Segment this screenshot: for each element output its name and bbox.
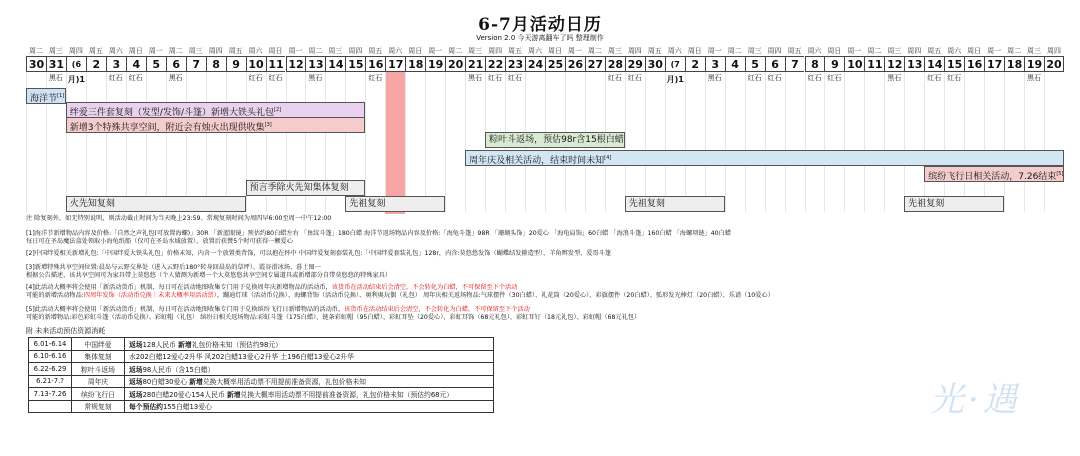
day-of-week: 周四 (68, 47, 83, 55)
event-bar (246, 180, 366, 196)
resource-event: 集体复刻 (72, 350, 125, 363)
day-of-week: 周五 (228, 47, 243, 55)
resource-row (29, 338, 494, 351)
stone-note: 黑石 (168, 74, 183, 82)
resource-tag: 每个预估约 (129, 403, 163, 412)
grid-line (465, 72, 466, 212)
day-cell: 3 (705, 56, 725, 72)
day-cell: 12 (286, 56, 306, 72)
day-of-week: 周一 (428, 47, 443, 55)
day-of-week: 周六 (108, 47, 123, 55)
resource-date: 6.22-6.29 (29, 363, 72, 376)
calendar-timeline (26, 44, 1064, 214)
day-of-week: 周一 (288, 47, 303, 55)
day-cell: 9 (226, 56, 246, 72)
day-cell: 9 (824, 56, 844, 72)
day-of-week: 周五 (647, 47, 662, 55)
day-of-week: 周三 (1027, 47, 1042, 55)
resource-event: 中国绊爱 (72, 338, 125, 351)
day-cell: 30 (645, 56, 665, 72)
grid-line (984, 72, 985, 212)
grid-line (844, 72, 845, 212)
day-of-week: 周四 (627, 47, 642, 55)
day-cell: 10 (246, 56, 266, 72)
day-cell: 29 (625, 56, 645, 72)
day-of-week: 周二 (168, 47, 183, 55)
stone-note: 黑石 (887, 74, 902, 82)
event-bar (345, 196, 445, 212)
stone-note: 红石 (927, 74, 942, 82)
day-cell: 21 (465, 56, 485, 72)
event-ref: [5] (1056, 171, 1064, 177)
grid-line (665, 72, 666, 212)
resource-row (29, 388, 494, 401)
day-of-week: 周五 (508, 47, 523, 55)
day-of-week: 周四 (348, 47, 363, 55)
day-cell: 6 (166, 56, 186, 72)
grid-line (226, 72, 227, 212)
day-cell: 14 (325, 56, 345, 72)
day-of-week: 周三 (468, 47, 483, 55)
event-bar (66, 196, 246, 212)
day-of-week: 周三 (747, 47, 762, 55)
event-label: 预言季除火先知集体复刻 (249, 183, 349, 193)
day-of-week: 周三 (188, 47, 203, 55)
stone-note: 红石 (248, 74, 263, 82)
footnote-3-line-2: 根据公告描述，该共享空间可为家具带上莫悠悠（个人猜测为新增一个大莫悠悠共享空间专属道具或新增部分自带莫悠悠的特殊家具） (26, 272, 392, 279)
resource-tag: 返场 (129, 365, 143, 374)
day-cell: 19 (1024, 56, 1044, 72)
sky-logo: 光·遇 (930, 380, 1021, 420)
resource-detail (125, 375, 494, 388)
day-cell: 18 (405, 56, 425, 72)
grid-line (705, 72, 706, 212)
resource-date: 6.21-7.? (29, 375, 72, 388)
day-of-week: 周三 (328, 47, 343, 55)
day-cell: 20 (1044, 56, 1064, 72)
day-cell: 25 (545, 56, 565, 72)
grid-line (625, 72, 626, 212)
day-of-week: 周一 (148, 47, 163, 55)
footnote-5 (26, 306, 640, 322)
resource-table-caption: 附 未来活动预估资源消耗 (26, 327, 106, 335)
event-bar (465, 150, 1064, 166)
resource-row (29, 350, 494, 363)
grid-line (785, 72, 786, 212)
day-cell: 2 (685, 56, 705, 72)
grid-line (106, 72, 107, 212)
day-of-week: 周三 (607, 47, 622, 55)
day-cell: 13 (904, 56, 924, 72)
day-cell: 15 (345, 56, 365, 72)
grid-line (824, 72, 825, 212)
day-cell: 11 (266, 56, 286, 72)
day-cell: 14 (924, 56, 944, 72)
grid-line (884, 72, 885, 212)
footnote-4-highlight: 四周年发饰（活动币兑换｜未来大概率用活动票） (83, 292, 217, 299)
event-bar (66, 102, 365, 118)
resource-tag: 新增 (189, 378, 203, 387)
resource-text: 280白蜡20爱心154人民币 (142, 390, 227, 399)
footnote-5-line-1 (26, 306, 640, 314)
grid-line (904, 72, 905, 212)
day-of-week: 周四 (907, 47, 922, 55)
day-cell: 17 (984, 56, 1004, 72)
footnote-4-warning: 该货币在活动结束后会清空，不会转化为白蜡，不可保留至下个活动 (331, 284, 518, 291)
day-cell: 19 (425, 56, 445, 72)
grid-line (864, 72, 865, 212)
stone-note: 红石 (268, 74, 283, 82)
resource-detail (125, 400, 494, 413)
grid-line (66, 72, 67, 212)
grid-line (1004, 72, 1005, 212)
day-of-week: 周五 (368, 47, 383, 55)
day-cell: 26 (565, 56, 585, 72)
day-of-week: 周五 (787, 47, 802, 55)
resource-text: 155白蜡13爱心 (162, 403, 212, 412)
resource-date (29, 400, 72, 413)
day-of-week: 周日 (967, 47, 982, 55)
grid-line (944, 72, 945, 212)
resource-detail (125, 363, 494, 376)
stone-note: 红石 (947, 74, 962, 82)
day-cell: 8 (805, 56, 825, 72)
day-of-week: 周三 (48, 47, 63, 55)
day-cell: 8 (206, 56, 226, 72)
day-cell: 30 (26, 56, 46, 72)
grid-line (445, 72, 446, 212)
stone-note: 红石 (827, 74, 842, 82)
event-bar (924, 166, 1064, 182)
grid-line (1024, 72, 1025, 212)
resource-event: 周年庆 (72, 375, 125, 388)
grid-line (745, 72, 746, 212)
grid-line (1044, 72, 1045, 212)
footnote-5-warning: 该货币在活动结束后会清空，不会转化为白蜡，不可保留至下个活动 (344, 306, 530, 313)
day-cell: 27 (585, 56, 605, 72)
resource-text: 礼包价格未知（预估约98元） (191, 340, 282, 349)
day-of-week: 周二 (448, 47, 463, 55)
day-of-week: 周四 (1047, 47, 1061, 55)
day-cell: 4 (126, 56, 146, 72)
event-ref: [3] (264, 122, 272, 128)
resource-tag: 返场 (129, 378, 143, 387)
footnote-1-line-1: [1]海洋节新增物品内容及价格:「自然之声礼包(可放置海螺)」30R 「新蓝眼镜」预估约80白蜡左右 「鱼纹斗篷」180白蜡 海洋节返场物品内容及价格:「海龟斗篷」98R 「珊瑚头饰」20爱心 「海龟肩饰」60白蜡 「海浪斗篷」160白蜡 「海螺项链」40白蜡 (26, 230, 731, 237)
event-label: 粽叶斗返场，预估98r含15根白蜡 (489, 135, 624, 145)
footnote-4-line-1 (26, 284, 774, 292)
day-of-week: 周四 (488, 47, 503, 55)
day-of-week: 周五 (927, 47, 942, 55)
stone-note: 红石 (607, 74, 622, 82)
grid-line (385, 72, 386, 212)
grid-line (924, 72, 925, 212)
footnote-1-line-2: 每日可在圣岛魔法盒处领取小海龟纸船（仅可在圣岛水域放置），放置后获赞5个时可获得一颗爱心 (26, 238, 293, 245)
footnote-4-line-2 (26, 292, 774, 300)
day-of-week: 周三 (887, 47, 902, 55)
event-label: 绊爱三件套复刻（发型/发饰/斗篷）新增大铁头礼包 (69, 108, 274, 118)
stone-note: 黑石 (1027, 74, 1042, 82)
day-of-week: 周六 (807, 47, 822, 55)
resource-text: 80白蜡30爱心 (142, 378, 190, 387)
day-cell: (7月)1 (665, 56, 685, 72)
footnote-5-text: [5]此活动大概率将会使用「新活动货币」机制，每日可在活动地图收集专门用于兑换缤纷飞行日新增物品的活动币， (26, 306, 345, 313)
resource-date: 6.01-6.14 (29, 338, 72, 351)
event-bar (625, 196, 725, 212)
footnote-3-line-1: [3]新增特殊共享空间位置:晨岛与云野交界处（进入云野后180°转身回晨岛的草坪）、霞谷滑冰场、暮土图一 (26, 264, 321, 271)
event-bar (485, 132, 625, 148)
resource-row (29, 363, 494, 376)
grid-line (725, 72, 726, 212)
stone-note: 红石 (508, 74, 523, 82)
grid-line (146, 72, 147, 212)
day-cell: 23 (505, 56, 525, 72)
day-cell: 13 (305, 56, 325, 72)
event-ref: [4] (604, 155, 612, 161)
day-of-week: 周一 (567, 47, 582, 55)
day-of-week: 周日 (547, 47, 562, 55)
event-label: 新增3个特殊共享空间，附近会有烛火出现供收集 (69, 123, 265, 133)
resource-row (29, 400, 494, 413)
day-of-week: 周二 (308, 47, 323, 55)
day-cell: 3 (106, 56, 126, 72)
day-of-week: 周二 (28, 47, 43, 55)
day-cell: 4 (725, 56, 745, 72)
footnote-4-rest: 、蹦迪灯球（活动币兑换）、海螺背饰（活动币兑换）、奥利奥玩偶（礼包） 周年庆相关返场物品:气球摆件（30白蜡）、礼花筒（20爱心）、彩旗摆件（20白蜡）、弧形发光棒灯（20白蜡）、乐谱（10爱心） (216, 292, 774, 299)
day-of-week: 周二 (867, 47, 882, 55)
resource-text: 兑换大概率用活动票不用提前准备资源，礼包价格未知（预估约68元） (240, 390, 454, 399)
page-title: 6-7月活动日历 (478, 15, 602, 35)
day-cell: 7 (785, 56, 805, 72)
day-of-week: 周一 (707, 47, 722, 55)
event-bar (26, 88, 66, 104)
grid-line (86, 72, 87, 212)
footnote-5-line-2: 可能的新增物品:彩色彩虹斗篷（活动币兑换）、彩虹帽（礼包） 缤纷日相关返场物品:彩虹斗篷（175白蜡）、链条彩虹帽（95白蜡）、彩虹耳坠（20爱心）、彩虹耳饰（68元礼包）、彩虹耳钉（18元礼包）、彩虹帽（68元礼包） (26, 314, 641, 321)
stone-note: 红石 (108, 74, 123, 82)
day-of-week: 周五 (88, 47, 103, 55)
day-of-week: 周日 (687, 47, 702, 55)
resource-table (28, 337, 494, 413)
day-cell: 6 (765, 56, 785, 72)
footnote-2-line-1: [2]中国绊爱相关新增礼包:「中国绊爱大铁头礼包」价格未知，内含一个放置类背饰，可以抱在怀中 中国绊爱复刻套装礼包:「中国绊爱套装礼包」128r，内含:莫悠悠发饰（蝴蝶结发箍造型）、羊角辫发型、爱哥斗篷 (26, 250, 612, 257)
page-subtitle: Version 2.0 今天游离翻车了吗 整理制作 (476, 34, 604, 42)
day-cell: 7 (186, 56, 206, 72)
day-cell: (6月)1 (66, 56, 86, 72)
grid-line (405, 72, 406, 212)
grid-line (166, 72, 167, 212)
footnote-1 (26, 230, 731, 246)
resource-text: 98人民币（含15白蜡） (142, 365, 215, 374)
event-label: 先祖复刻 (349, 199, 386, 209)
grid-line (685, 72, 686, 212)
day-of-week: 周日 (408, 47, 423, 55)
stone-note: 黑石 (308, 74, 323, 82)
grid-line (365, 72, 366, 212)
day-of-week: 周六 (248, 47, 263, 55)
day-cell: 5 (745, 56, 765, 72)
resource-event: 缤纷飞行日 (72, 388, 125, 401)
day-cell: 20 (445, 56, 465, 72)
day-cell: 16 (365, 56, 385, 72)
event-ref: [2] (274, 107, 282, 113)
day-of-week: 周日 (128, 47, 143, 55)
footnote-2 (26, 250, 611, 258)
event-label: 周年庆及相关活动，结束时间未知 (469, 156, 605, 166)
grid-line (805, 72, 806, 212)
day-of-week: 周六 (667, 47, 682, 55)
day-of-week: 周六 (528, 47, 542, 55)
stone-note: 黑石 (48, 74, 63, 82)
day-of-week: 周日 (827, 47, 842, 55)
resource-detail (125, 338, 494, 351)
day-cell: 12 (884, 56, 904, 72)
day-of-week: 周六 (947, 47, 962, 55)
grid-line (206, 72, 207, 212)
event-label: 海洋节 (30, 94, 58, 104)
legend-note: 注 除复刻外，如无特别说明，则活动截止时间为当天晚上23:59。常规复刻时间为周四早6:00至周一中午12:00 (26, 215, 332, 222)
event-bar (66, 117, 365, 133)
day-cell: 2 (86, 56, 106, 72)
day-of-week: 周二 (587, 47, 602, 55)
stone-note: 红石 (627, 74, 642, 82)
stone-note: 红石 (767, 74, 782, 82)
resource-event: 粽叶斗返场 (72, 363, 125, 376)
resource-tag: 新增 (226, 390, 241, 399)
event-label: 先祖复刻 (628, 199, 665, 209)
resource-detail (125, 388, 494, 401)
stone-note: 黑石 (468, 74, 483, 82)
day-of-week: 周二 (1007, 47, 1022, 55)
day-of-week: 周六 (388, 47, 403, 55)
event-bar (904, 196, 1004, 212)
resource-detail (125, 350, 494, 363)
footnote-4-prefix: 可能的新增活动物品: (26, 292, 84, 299)
day-cell: 11 (864, 56, 884, 72)
grid-line (186, 72, 187, 212)
resource-text: 水202白蜡12爱心2升华 风202白蜡13爱心2升华 土196白蜡13爱心2升华 (129, 353, 354, 362)
day-cell: 10 (844, 56, 864, 72)
day-cell: 17 (385, 56, 405, 72)
grid-line (126, 72, 127, 212)
footnote-3 (26, 264, 391, 280)
stone-note: 红石 (488, 74, 503, 82)
resource-tag: 返场 (129, 340, 143, 349)
today-highlight (385, 56, 405, 214)
footnote-4 (26, 284, 774, 300)
day-cell: 28 (605, 56, 625, 72)
resource-row (29, 375, 494, 388)
grid-line (765, 72, 766, 212)
grid-line (964, 72, 965, 212)
stone-note: 红石 (368, 74, 383, 82)
stone-note: 红石 (807, 74, 822, 82)
day-of-week: 周日 (268, 47, 283, 55)
day-of-week: 周二 (727, 47, 742, 55)
event-label: 缤纷飞行日相关活动，7.26结束 (928, 172, 1057, 182)
event-label: 先祖复刻 (908, 199, 945, 209)
grid-line (645, 72, 646, 212)
resource-tag: 返场 (129, 390, 143, 399)
day-cell: 15 (944, 56, 964, 72)
resource-date: 7.13-7.26 (29, 388, 72, 401)
resource-tag: 新增 (178, 340, 192, 349)
day-cell: 31 (46, 56, 66, 72)
day-of-week: 周一 (847, 47, 862, 55)
day-cell: 24 (525, 56, 545, 72)
footnote-4-text: [4]此活动大概率将会使用「新活动货币」机制，每日可在活动地图收集专门用于兑换周年庆新增物品的活动币， (26, 284, 332, 291)
event-label: 火先知复刻 (69, 199, 115, 209)
day-cell: 16 (964, 56, 984, 72)
day-cell: 18 (1004, 56, 1024, 72)
day-cell: 22 (485, 56, 505, 72)
day-cell: 5 (146, 56, 166, 72)
day-of-week: 周一 (987, 47, 1002, 55)
grid-line (425, 72, 426, 212)
stone-note: 黑石 (707, 74, 722, 82)
resource-text: 兑换大概率用活动票不用提前准备资源，礼包价格未知 (202, 378, 366, 387)
day-of-week: 周四 (208, 47, 223, 55)
resource-event: 常规复刻 (72, 400, 125, 413)
day-of-week: 周四 (767, 47, 782, 55)
stone-note: 红石 (747, 74, 762, 82)
event-ref: [1] (57, 93, 65, 99)
stone-note: 红石 (128, 74, 143, 82)
resource-date: 6.10-6.16 (29, 350, 72, 363)
resource-text: 128人民币 (142, 340, 179, 349)
